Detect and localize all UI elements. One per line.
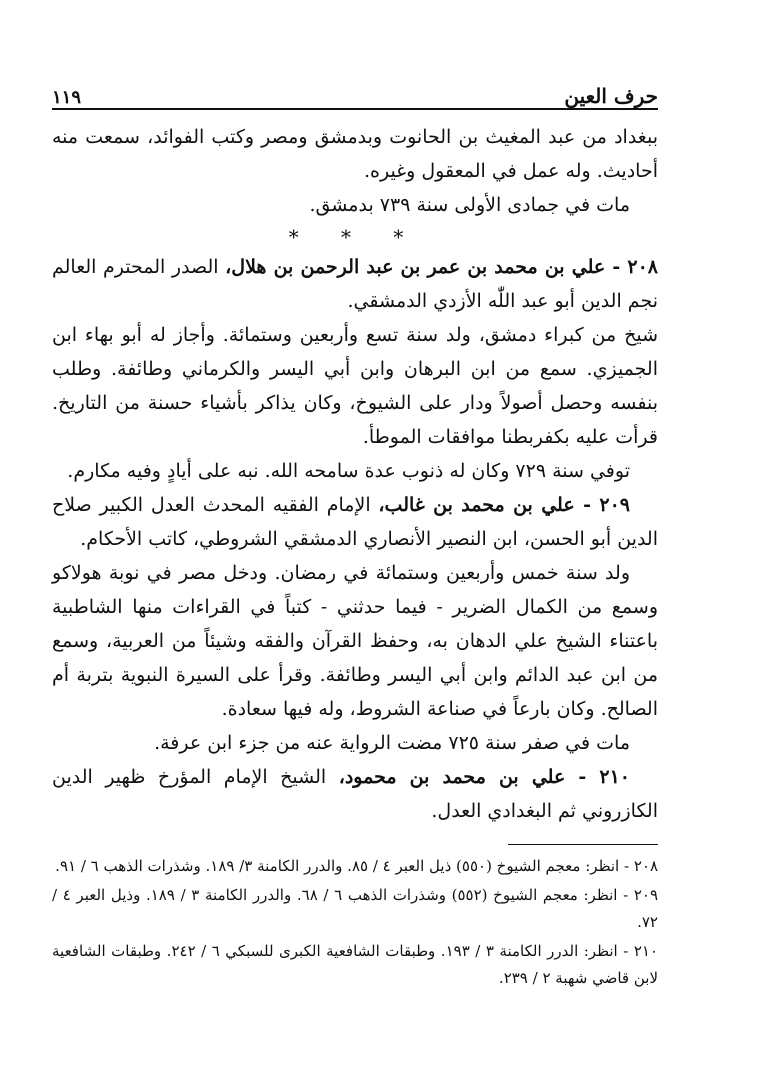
page-header (52, 80, 658, 110)
footnote-210: ٢١٠ - انظر: الدرر الكامنة ٣ / ١٩٣. وطبقات الشافعية الكبرى للسبكي ٦ / ٢٤٢. وطبقات الشافعية لابن قاضي شهبة ٢ / ٢٣٩. (52, 942, 658, 987)
chapter-title: حرف العين (564, 84, 658, 108)
entry-210-title: الشيخ الإمام المؤرخ ظهير الدين الكازروني ثم البغدادي العدل. (52, 766, 658, 822)
footnotes (52, 853, 658, 992)
entry-210-name: ٢١٠ - علي بن محمد بن محمود، (338, 766, 630, 788)
intro-paragraph-2: مات في جمادى الأولى سنة ٧٣٩ بدمشق. (309, 194, 630, 216)
footnote-rule (508, 844, 658, 845)
intro-paragraph-1: ببغداد من عبد المغيث بن الحانوت وبدمشق ومصر وكتب الفوائد، سمعت منه أحاديث. وله عمل في المعقول وغيره. (52, 126, 658, 182)
footnote-209: ٢٠٩ - انظر: معجم الشيوخ (٥٥٢) وشذرات الذهب ٦ / ٦٨. والدرر الكامنة ٣ / ١٨٩. وذيل العبر ٤ / ٧٢. (52, 886, 659, 931)
entry-209-heading (52, 488, 658, 556)
section-separator: * * * (288, 225, 422, 249)
entry-209-paragraph-1: ولد سنة خمس وأربعين وستمائة في رمضان. ودخل مصر في نوبة هولاكو وسمع من الكمال الضرير - فيما حدثني - كتباً في القراءات منها الشاطبية باعتناء الشيخ علي الدهان به، وحفظ القرآن والفقه وشيئاً من العربية، وسمع من ابن عبد الدائم وابن أبي اليسر وطائفة. وقرأ على السيرة النبوية بتربة أم الصالح. وكان بارعاً في صناعة الشروط، وله فيها سعادة. (52, 562, 658, 720)
entry-209-name: ٢٠٩ - علي بن محمد بن غالب، (378, 494, 630, 516)
entry-208-title: الصدر المحترم العالم نجم الدين أبو عبد اللّٰه الأزدي الدمشقي. (52, 256, 658, 312)
book-page (52, 80, 658, 994)
entry-208-paragraph-1: شيخ من كبراء دمشق، ولد سنة تسع وأربعين وستمائة. وأجاز له أبو بهاء ابن الجميزي. سمع من ابن البرهان وابن أبي اليسر والكرماني وطائفة. وطلب بنفسه وحصل أصولاً ودار على الشيوخ، وكان يذاكر بأشياء حسنة من التاريخ. قرأت عليه بكفربطنا موافقات الموطأ. (52, 324, 658, 448)
entry-208-name: ٢٠٨ - علي بن محمد بن عمر بن عبد الرحمن بن هلال، (225, 256, 658, 278)
page-body (52, 120, 658, 828)
entry-210-heading (52, 760, 658, 828)
footnote-208: ٢٠٨ - انظر: معجم الشيوخ (٥٥٠) ذيل العبر ٤ / ٨٥. والدرر الكامنة ٣/ ١٨٩. وشذرات الذهب ٦ / ٩١. (55, 857, 658, 875)
entry-209-paragraph-2: مات في صفر سنة ٧٢٥ مضت الرواية عنه من جزء ابن عرفة. (154, 732, 630, 754)
entry-208-heading (52, 250, 658, 318)
entry-208-paragraph-2: توفي سنة ٧٢٩ وكان له ذنوب عدة سامحه الله. نبه على أيادٍ وفيه مكارم. (67, 460, 630, 482)
page-number: ١١٩ (52, 87, 82, 108)
entry-209-title: الإمام الفقيه المحدث العدل الكبير صلاح الدين أبو الحسن، ابن النصير الأنصاري الدمشقي الشروطي، كاتب الأحكام. (52, 494, 658, 550)
